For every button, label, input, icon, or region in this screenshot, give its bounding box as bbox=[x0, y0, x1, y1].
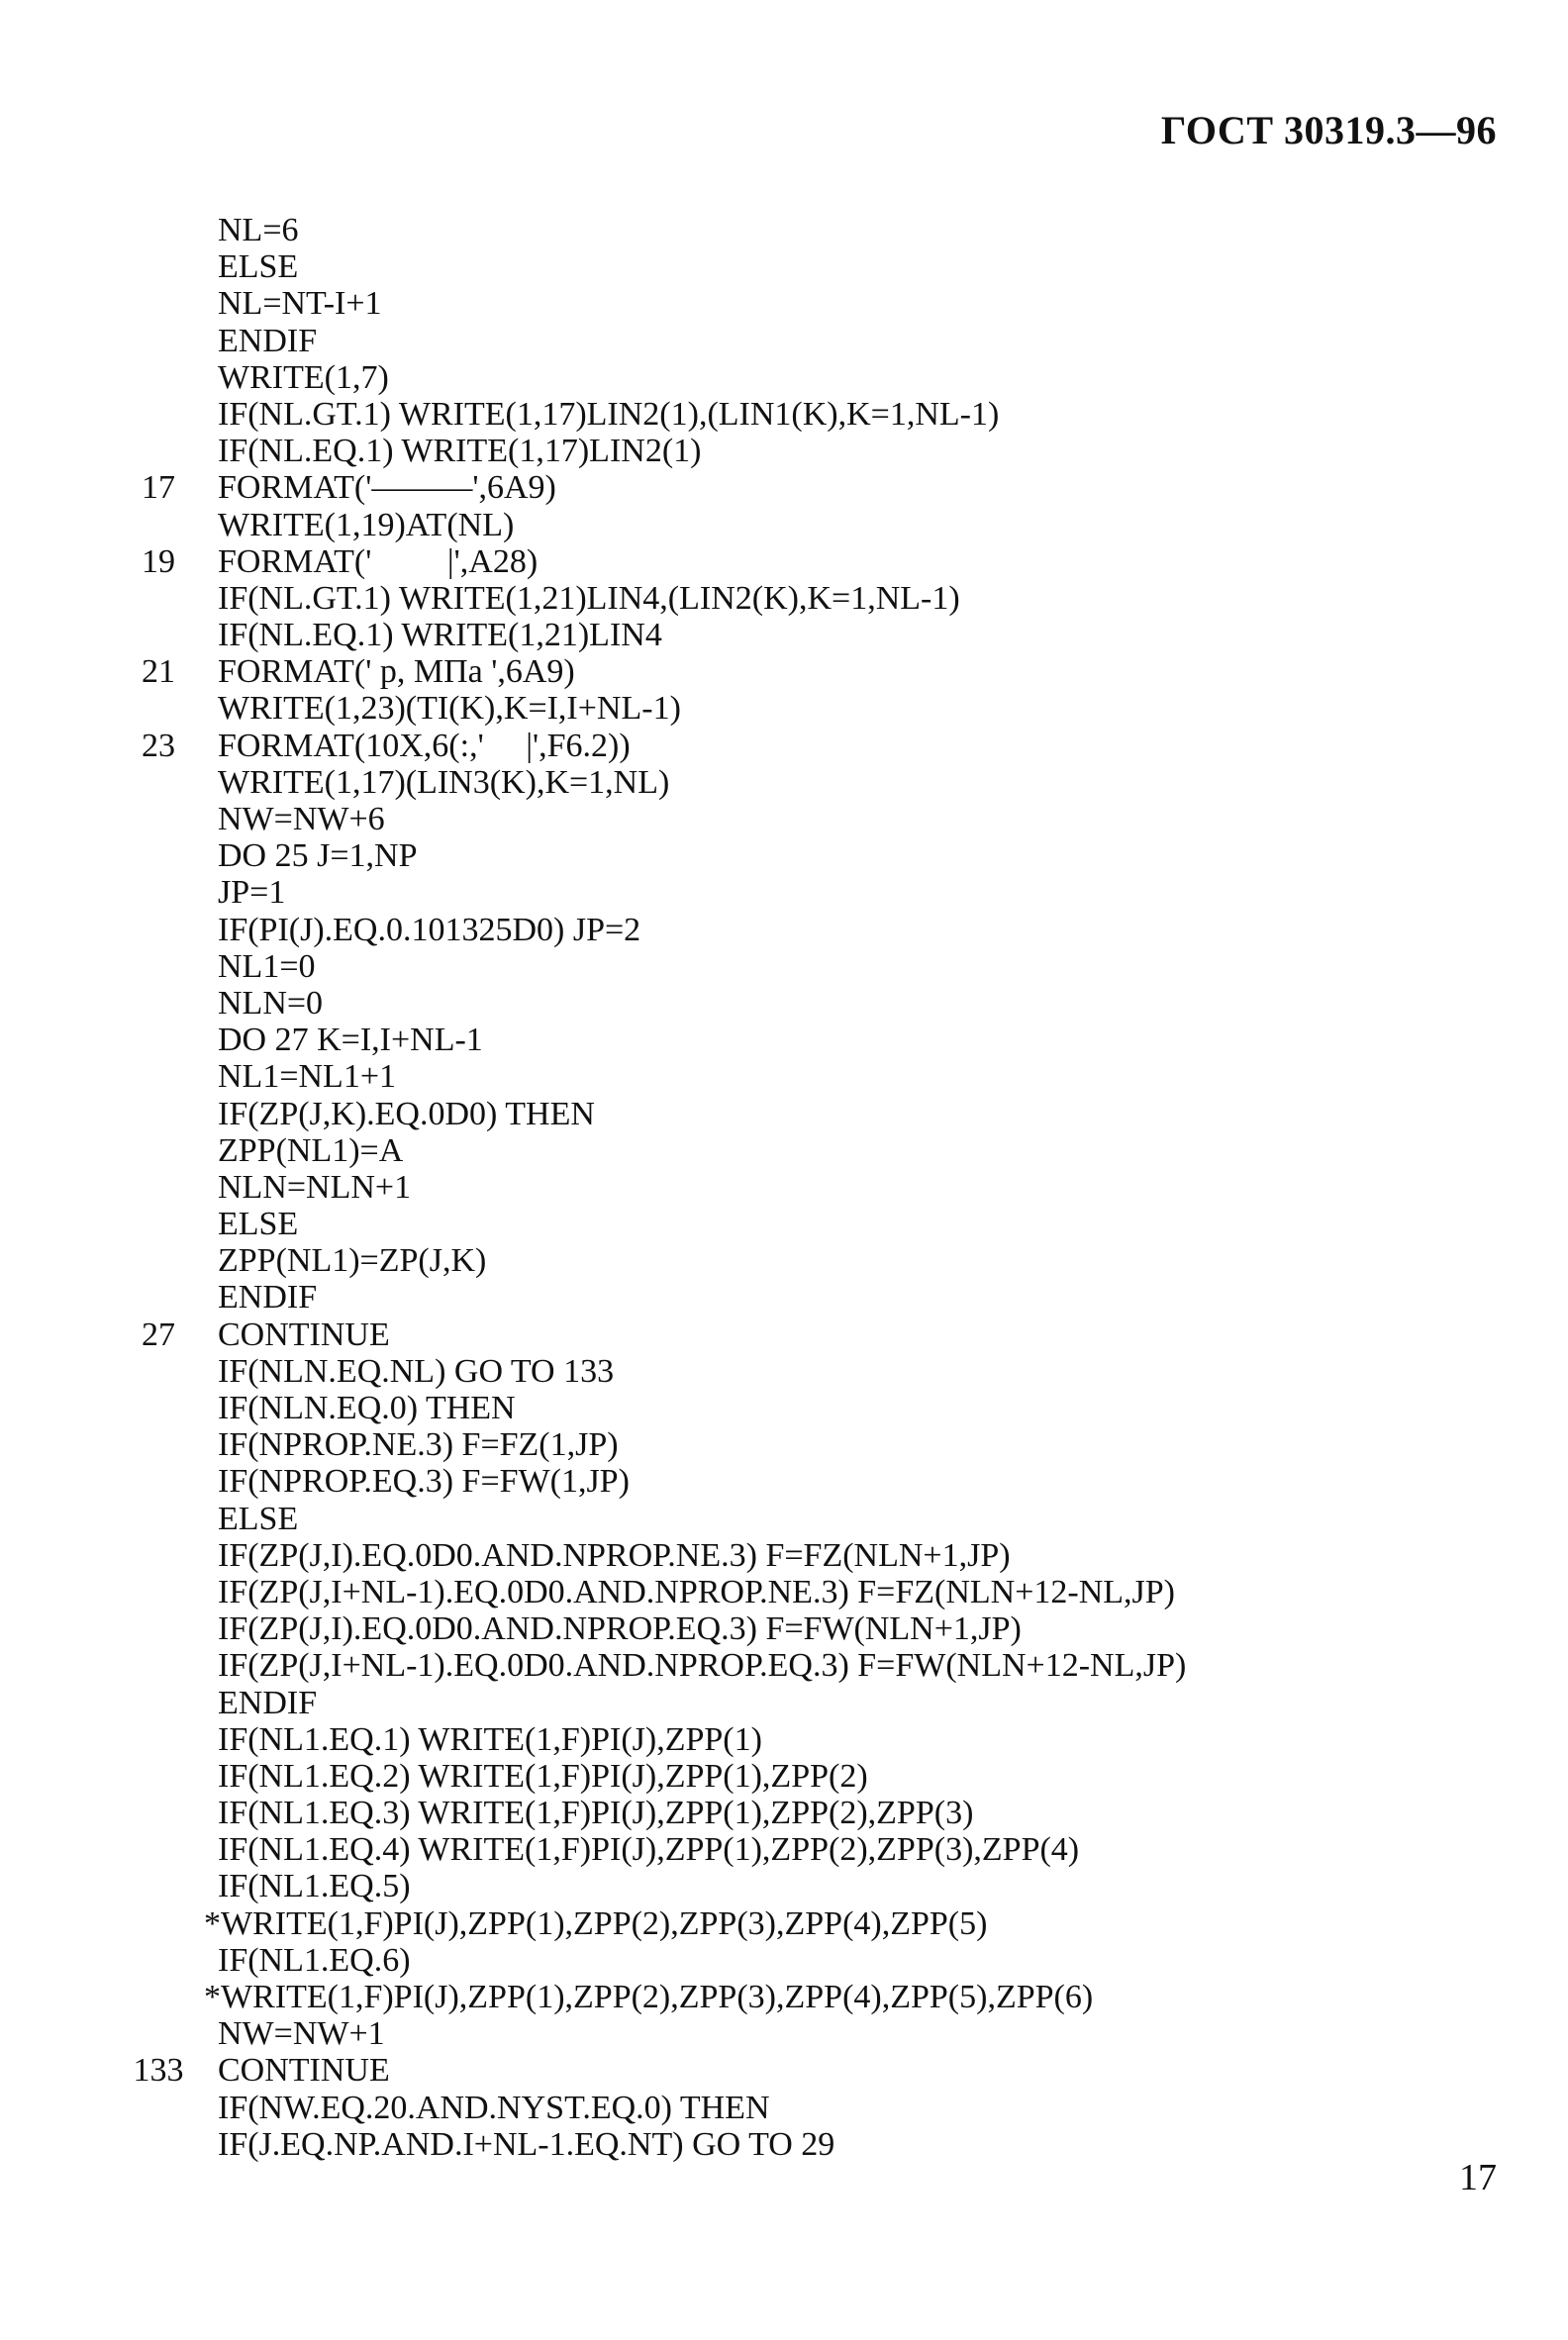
statement-label bbox=[99, 874, 218, 911]
statement-label: 27 bbox=[142, 1316, 175, 1353]
code-statement: NL1=0 bbox=[218, 947, 316, 985]
code-line bbox=[99, 580, 1186, 617]
code-line bbox=[99, 396, 1186, 433]
code-line bbox=[99, 507, 1186, 543]
statement-label: 133 bbox=[133, 2052, 184, 2090]
statement-label: 17 bbox=[142, 469, 175, 507]
code-line bbox=[99, 1279, 1186, 1316]
code-statement: NL=6 bbox=[218, 212, 299, 248]
code-statement: IF(NL.GT.1) WRITE(1,21)LIN4,(LIN2(K),K=1,NL-1) bbox=[218, 579, 960, 617]
code-statement: FORMAT(' |',A28) bbox=[218, 542, 539, 580]
statement-label bbox=[99, 1721, 218, 1758]
statement-label bbox=[99, 1795, 218, 1831]
code-statement: ZPP(NL1)=ZP(J,K) bbox=[218, 1242, 487, 1280]
code-line bbox=[99, 543, 1186, 580]
code-statement: IF(NLN.EQ.NL) GO TO 133 bbox=[218, 1352, 615, 1390]
statement-label bbox=[99, 1169, 218, 1206]
code-line bbox=[99, 1058, 1186, 1095]
statement-label bbox=[99, 323, 218, 359]
statement-label bbox=[99, 1096, 218, 1132]
statement-label: 21 bbox=[142, 653, 175, 691]
code-line bbox=[99, 1685, 1186, 1721]
code-line bbox=[99, 1905, 1186, 1942]
code-statement: NW=NW+6 bbox=[218, 801, 385, 837]
code-line bbox=[99, 1501, 1186, 1537]
code-line bbox=[99, 1242, 1186, 1279]
code-statement: DO 25 J=1,NP bbox=[218, 837, 418, 875]
code-statement: ENDIF bbox=[218, 322, 318, 359]
statement-label bbox=[99, 2015, 218, 2052]
statement-label bbox=[99, 1647, 218, 1684]
code-statement: IF(NPROP.EQ.3) F=FW(1,JP) bbox=[218, 1463, 630, 1501]
code-statement: IF(NL.EQ.1) WRITE(1,21)LIN4 bbox=[218, 617, 662, 654]
code-line bbox=[99, 653, 1186, 690]
code-statement: WRITE(1,7) bbox=[218, 358, 389, 396]
code-line bbox=[99, 1206, 1186, 1242]
code-line bbox=[99, 728, 1186, 764]
statement-label bbox=[99, 1132, 218, 1169]
code-statement: FORMAT(10X,6(:,' |',F6.2)) bbox=[218, 727, 631, 764]
code-line bbox=[99, 1721, 1186, 1758]
code-listing bbox=[99, 212, 1186, 2163]
code-line bbox=[99, 212, 1186, 248]
code-line bbox=[99, 1831, 1186, 1868]
code-statement: *WRITE(1,F)PI(J),ZPP(1),ZPP(2),ZPP(3),ZPP(4),ZPP(5) bbox=[204, 1904, 988, 1942]
code-statement: JP=1 bbox=[218, 874, 286, 912]
statement-label bbox=[99, 801, 218, 837]
code-statement: ELSE bbox=[218, 1206, 299, 1243]
code-line bbox=[99, 948, 1186, 985]
statement-label bbox=[99, 912, 218, 948]
code-statement: IF(NL1.EQ.6) bbox=[218, 1941, 411, 1979]
code-line bbox=[99, 1463, 1186, 1500]
statement-label bbox=[99, 1501, 218, 1537]
code-statement: IF(ZP(J,I+NL-1).EQ.0D0.AND.NPROP.EQ.3) F=FW(NLN+12-NL,JP) bbox=[218, 1647, 1187, 1685]
code-statement: ELSE bbox=[218, 1500, 299, 1537]
code-statement: CONTINUE bbox=[218, 1316, 390, 1353]
page-number: 17 bbox=[1459, 2157, 1497, 2198]
statement-label bbox=[99, 1206, 218, 1242]
code-statement: IF(NL.EQ.1) WRITE(1,17)LIN2(1) bbox=[218, 433, 702, 470]
statement-label bbox=[99, 1390, 218, 1426]
code-line bbox=[99, 1022, 1186, 1058]
code-line bbox=[99, 1574, 1186, 1610]
code-statement: WRITE(1,17)(LIN3(K),K=1,NL) bbox=[218, 763, 670, 801]
code-line bbox=[99, 1795, 1186, 1831]
code-line bbox=[99, 1868, 1186, 1904]
statement-label bbox=[99, 690, 218, 727]
code-statement: DO 27 K=I,I+NL-1 bbox=[218, 1022, 483, 1059]
statement-label bbox=[99, 1868, 218, 1904]
document-header: ГОСТ 30319.3—96 bbox=[1160, 108, 1497, 152]
statement-label bbox=[99, 1022, 218, 1058]
code-line bbox=[99, 1390, 1186, 1426]
code-line bbox=[99, 837, 1186, 874]
code-line bbox=[99, 764, 1186, 801]
code-line bbox=[99, 2126, 1186, 2163]
code-statement: IF(ZP(J,I).EQ.0D0.AND.NPROP.NE.3) F=FZ(NLN+1,JP) bbox=[218, 1536, 1011, 1574]
code-statement: IF(NL1.EQ.2) WRITE(1,F)PI(J),ZPP(1),ZPP(2) bbox=[218, 1757, 868, 1795]
statement-label: 19 bbox=[142, 542, 175, 580]
code-statement: ELSE bbox=[218, 248, 299, 286]
statement-label bbox=[99, 248, 218, 285]
code-statement: NLN=0 bbox=[218, 984, 324, 1022]
code-statement: IF(ZP(J,I).EQ.0D0.AND.NPROP.EQ.3) F=FW(NLN+1,JP) bbox=[218, 1610, 1022, 1648]
code-line bbox=[99, 1426, 1186, 1463]
code-line bbox=[99, 985, 1186, 1022]
statement-label bbox=[99, 1353, 218, 1390]
statement-label bbox=[99, 1537, 218, 1574]
code-line bbox=[99, 1942, 1186, 1979]
code-line bbox=[99, 469, 1186, 506]
statement-label bbox=[99, 2090, 218, 2126]
code-statement: IF(NW.EQ.20.AND.NYST.EQ.0) THEN bbox=[218, 2089, 770, 2126]
code-statement: IF(ZP(J,K).EQ.0D0) THEN bbox=[218, 1095, 595, 1132]
code-statement: ENDIF bbox=[218, 1684, 318, 1721]
statement-label bbox=[99, 1758, 218, 1795]
statement-label bbox=[99, 1979, 218, 2015]
code-line bbox=[99, 433, 1186, 469]
code-statement: IF(NPROP.NE.3) F=FZ(1,JP) bbox=[218, 1426, 619, 1464]
code-statement: IF(NL1.EQ.4) WRITE(1,F)PI(J),ZPP(1),ZPP(2),ZPP(3),ZPP(4) bbox=[218, 1831, 1080, 1869]
code-statement: IF(NL1.EQ.5) bbox=[218, 1868, 411, 1905]
statement-label bbox=[99, 212, 218, 248]
code-statement: NL1=NL1+1 bbox=[218, 1058, 396, 1096]
statement-label bbox=[99, 2126, 218, 2163]
statement-label bbox=[99, 1685, 218, 1721]
statement-label bbox=[99, 285, 218, 322]
statement-label: 23 bbox=[142, 727, 175, 764]
code-line bbox=[99, 1758, 1186, 1795]
code-statement: WRITE(1,19)AT(NL) bbox=[218, 506, 515, 543]
statement-label bbox=[99, 1279, 218, 1316]
code-line bbox=[99, 2052, 1186, 2089]
code-line bbox=[99, 1647, 1186, 1684]
statement-label bbox=[99, 764, 218, 801]
code-line bbox=[99, 617, 1186, 653]
code-statement: IF(NL1.EQ.1) WRITE(1,F)PI(J),ZPP(1) bbox=[218, 1720, 762, 1758]
code-line bbox=[99, 1979, 1186, 2015]
code-statement: ENDIF bbox=[218, 1279, 318, 1316]
statement-label bbox=[99, 1905, 218, 1942]
code-line bbox=[99, 2090, 1186, 2126]
code-statement: NL=NT-I+1 bbox=[218, 285, 382, 323]
code-line bbox=[99, 874, 1186, 911]
code-statement: ZPP(NL1)=A bbox=[218, 1131, 404, 1169]
statement-label bbox=[99, 1942, 218, 1979]
code-statement: FORMAT('———',6A9) bbox=[218, 469, 556, 507]
statement-label bbox=[99, 985, 218, 1022]
code-line bbox=[99, 690, 1186, 727]
statement-label bbox=[99, 617, 218, 653]
code-statement: IF(NL1.EQ.3) WRITE(1,F)PI(J),ZPP(1),ZPP(2),ZPP(3) bbox=[218, 1795, 974, 1832]
statement-label bbox=[99, 1574, 218, 1610]
code-line bbox=[99, 1132, 1186, 1169]
statement-label bbox=[99, 396, 218, 433]
statement-label bbox=[99, 1242, 218, 1279]
code-line bbox=[99, 248, 1186, 285]
code-line bbox=[99, 1537, 1186, 1574]
statement-label bbox=[99, 1463, 218, 1500]
statement-label bbox=[99, 359, 218, 396]
code-statement: NW=NW+1 bbox=[218, 2015, 385, 2053]
statement-label bbox=[99, 1426, 218, 1463]
statement-label bbox=[99, 433, 218, 469]
code-statement: IF(ZP(J,I+NL-1).EQ.0D0.AND.NPROP.NE.3) F=FZ(NLN+12-NL,JP) bbox=[218, 1573, 1176, 1610]
code-line bbox=[99, 1169, 1186, 1206]
code-line bbox=[99, 1610, 1186, 1647]
statement-label bbox=[99, 1831, 218, 1868]
statement-label bbox=[99, 837, 218, 874]
code-line bbox=[99, 912, 1186, 948]
code-line bbox=[99, 1316, 1186, 1353]
statement-label bbox=[99, 580, 218, 617]
code-line bbox=[99, 1353, 1186, 1390]
code-statement: IF(PI(J).EQ.0.101325D0) JP=2 bbox=[218, 911, 641, 948]
code-statement: IF(NLN.EQ.0) THEN bbox=[218, 1390, 516, 1426]
code-statement: *WRITE(1,F)PI(J),ZPP(1),ZPP(2),ZPP(3),ZPP(4),ZPP(5),ZPP(6) bbox=[204, 1979, 1094, 2015]
code-line bbox=[99, 323, 1186, 359]
statement-label bbox=[99, 507, 218, 543]
statement-label bbox=[99, 1058, 218, 1095]
code-line bbox=[99, 359, 1186, 396]
statement-label bbox=[99, 948, 218, 985]
code-statement: FORMAT(' p, МПа ',6A9) bbox=[218, 653, 575, 691]
code-statement: IF(J.EQ.NP.AND.I+NL-1.EQ.NT) GO TO 29 bbox=[218, 2125, 835, 2163]
code-line bbox=[99, 2015, 1186, 2052]
statement-label bbox=[99, 1610, 218, 1647]
code-statement: CONTINUE bbox=[218, 2052, 390, 2090]
code-line bbox=[99, 801, 1186, 837]
code-statement: IF(NL.GT.1) WRITE(1,17)LIN2(1),(LIN1(K),K=1,NL-1) bbox=[218, 395, 1000, 433]
code-line bbox=[99, 285, 1186, 322]
code-statement: WRITE(1,23)(TI(K),K=I,I+NL-1) bbox=[218, 690, 681, 728]
code-line bbox=[99, 1096, 1186, 1132]
code-statement: NLN=NLN+1 bbox=[218, 1168, 412, 1206]
